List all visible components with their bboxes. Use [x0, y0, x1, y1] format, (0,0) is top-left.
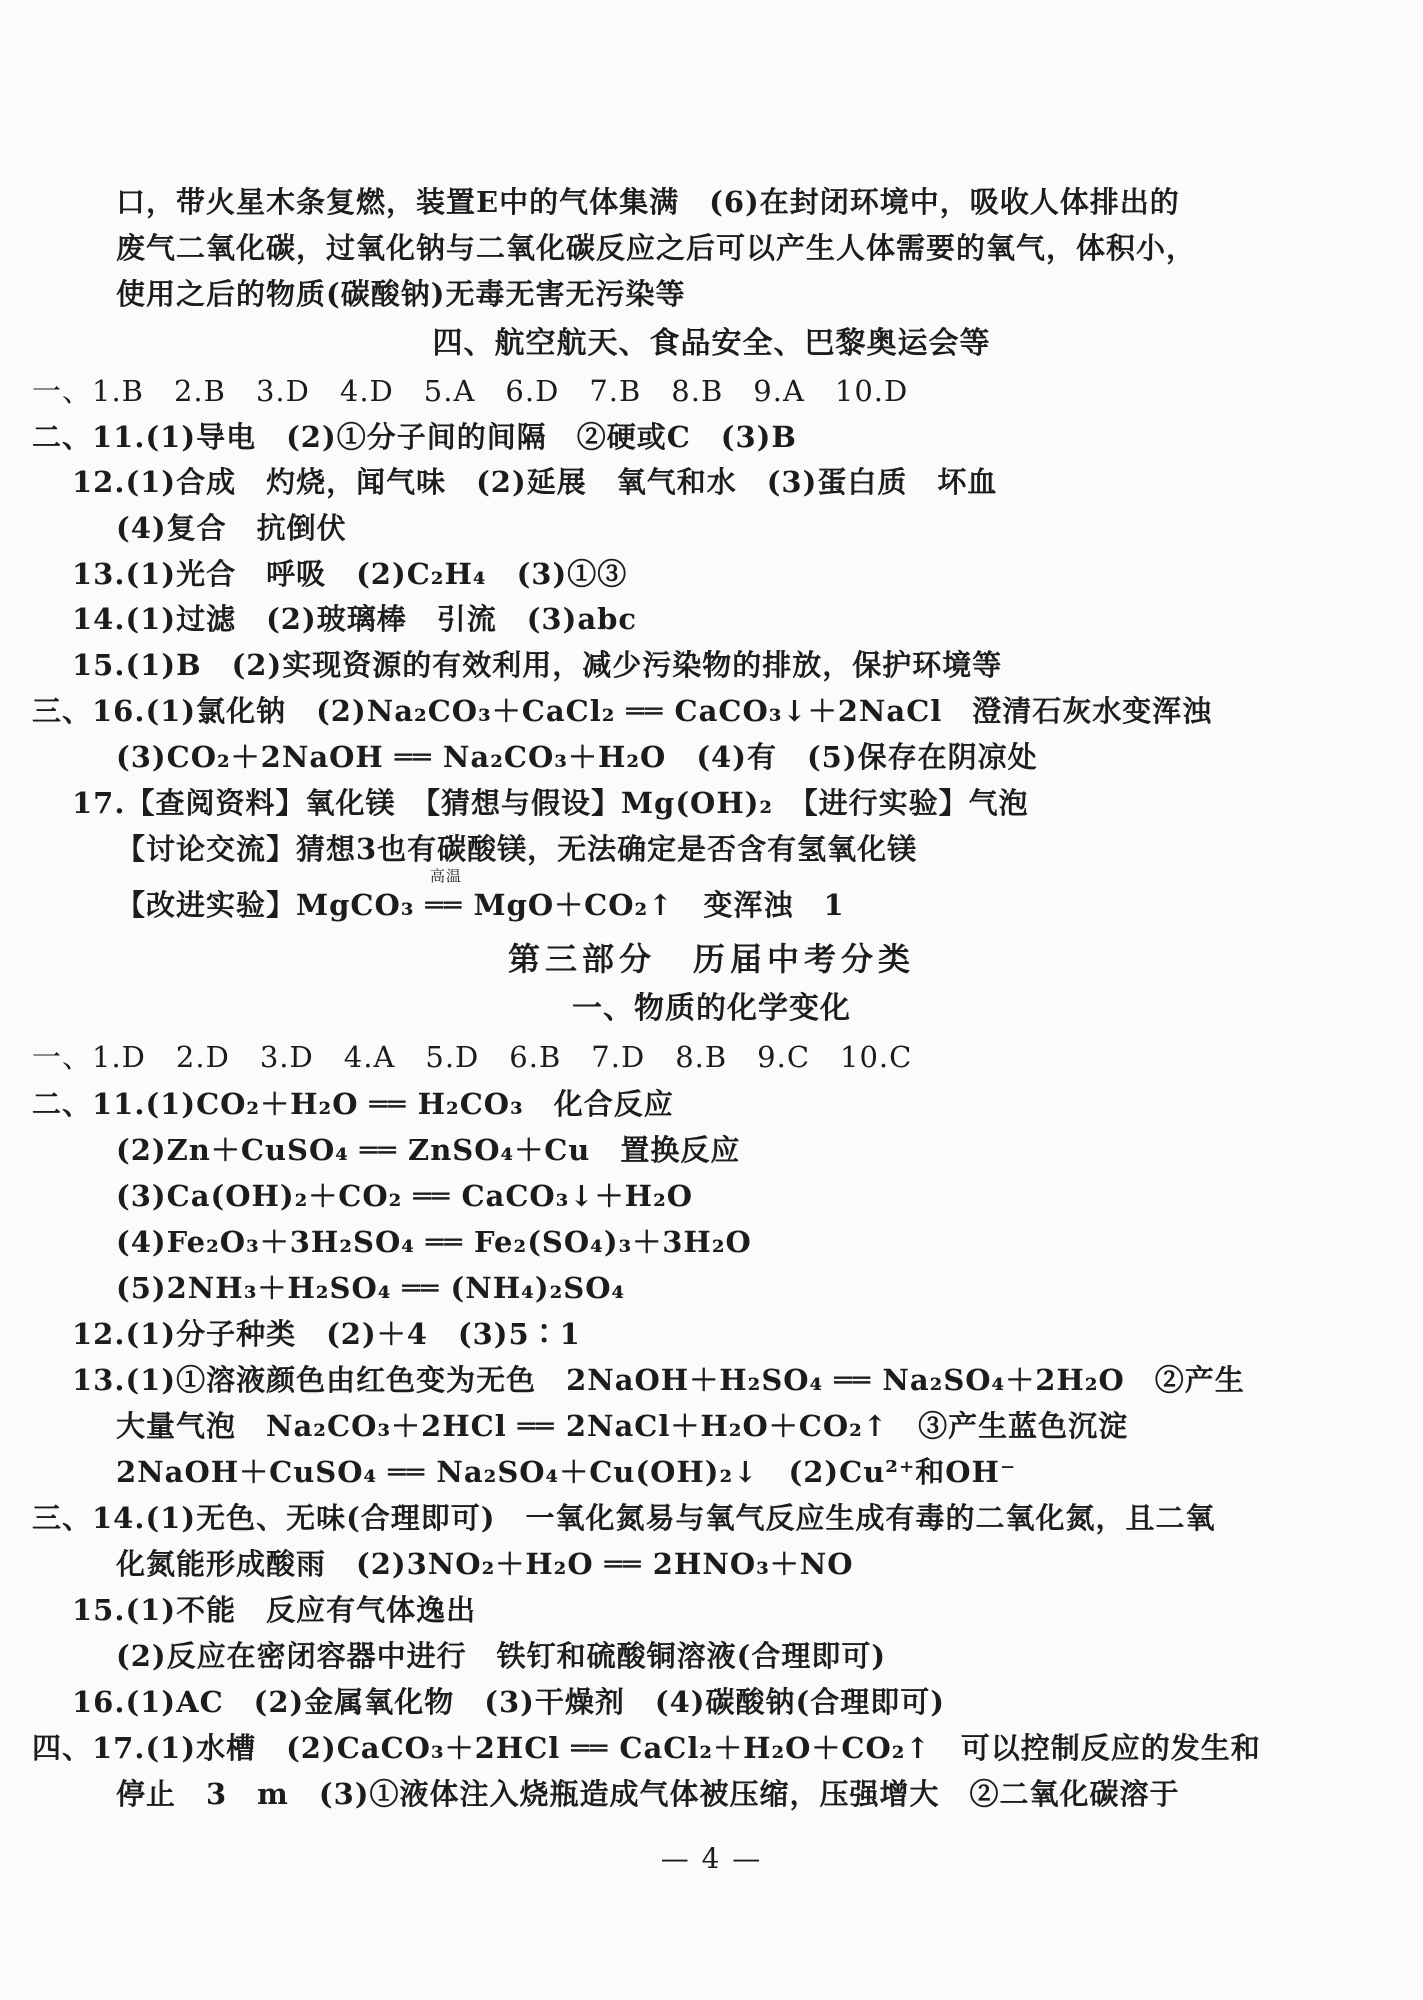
text-line: (4)Fe₂O₃＋3H₂SO₄ ══ Fe₂(SO₄)₃＋3H₂O [116, 1225, 752, 1259]
text-line: 15.(1)不能 反应有气体逸出 [72, 1593, 477, 1627]
text-line: 化氮能形成酸雨 (2)3NO₂＋H₂O ══ 2HNO₃＋NO [116, 1547, 854, 1581]
text-line: 12.(1)分子种类 (2)＋4 (3)5∶1 [72, 1317, 581, 1351]
text-line: (5)2NH₃＋H₂SO₄ ══ (NH₄)₂SO₄ [116, 1271, 626, 1305]
text-line: 停止 3 m (3)①液体注入烧瓶造成气体被压缩，压强增大 ②二氧化碳溶于 [116, 1777, 1180, 1811]
text-line: 16.(1)AC (2)金属氧化物 (3)干燥剂 (4)碳酸钠(合理即可) [72, 1685, 945, 1719]
text-line: 一、1.D 2.D 3.D 4.A 5.D 6.B 7.D 8.B 9.C 10.C [32, 1040, 913, 1074]
text-line: (2)Zn＋CuSO₄ ══ ZnSO₄＋Cu 置换反应 [116, 1133, 741, 1167]
text-line: 【改进实验】MgCO₃ ══ MgO＋CO₂↑ 变浑浊 1 [116, 888, 845, 922]
text-line: 13.(1)光合 呼吸 (2)C₂H₄ (3)①③ [72, 557, 628, 591]
text-line: 二、11.(1)CO₂＋H₂O ══ H₂CO₃ 化合反应 [32, 1087, 674, 1121]
text-line: 13.(1)①溶液颜色由红色变为无色 2NaOH＋H₂SO₄ ══ Na₂SO₄＋2H₂O ②产生 [72, 1363, 1245, 1397]
text-line-with-condition [116, 867, 845, 924]
text-line: 三、16.(1)氯化钠 (2)Na₂CO₃＋CaCl₂ ══ CaCO₃↓＋2NaCl 澄清石灰水变浑浊 [32, 694, 1213, 728]
page-number: — 4 — [660, 1842, 763, 1875]
text-line: 废气二氧化碳，过氧化钠与二氧化碳反应之后可以产生人体需要的氧气，体积小， [116, 231, 1197, 265]
text-line: (3)Ca(OH)₂＋CO₂ ══ CaCO₃↓＋H₂O [116, 1179, 694, 1213]
text-line: 17.【查阅资料】氧化镁 【猜想与假设】Mg(OH)₂ 【进行实验】气泡 [72, 786, 1029, 820]
text-line: 一、1.B 2.B 3.D 4.D 5.A 6.D 7.B 8.B 9.A 10.D [32, 374, 909, 408]
text-line: 二、11.(1)导电 (2)①分子间的间隔 ②硬或C (3)B [32, 420, 797, 454]
text-line: 口，带火星木条复燃，装置E中的气体集满 (6)在封闭环境中，吸收人体排出的 [116, 185, 1180, 219]
text-line: 三、14.(1)无色、无味(合理即可) 一氧化氮易与氧气反应生成有毒的二氧化氮，且二氧 [32, 1501, 1216, 1535]
text-line: (4)复合 抗倒伏 [116, 511, 347, 545]
text-line: 14.(1)过滤 (2)玻璃棒 引流 (3)abc [72, 602, 638, 636]
section-heading: 一、物质的化学变化 [572, 991, 851, 1026]
text-line: 四、17.(1)水槽 (2)CaCO₃＋2HCl ══ CaCl₂＋H₂O＋CO₂↑ 可以控制反应的发生和 [32, 1731, 1261, 1765]
part-title: 第三部分 历届中考分类 [507, 940, 915, 978]
text-line: 2NaOH＋CuSO₄ ══ Na₂SO₄＋Cu(OH)₂↓ (2)Cu²⁺和OH⁻ [116, 1455, 1017, 1489]
text-line: 12.(1)合成 灼烧，闻气味 (2)延展 氧气和水 (3)蛋白质 坏血 [72, 465, 998, 499]
text-line: (3)CO₂＋2NaOH ══ Na₂CO₃＋H₂O (4)有 (5)保存在阴凉处 [116, 740, 1038, 774]
text-line: 15.(1)B (2)实现资源的有效利用，减少污染物的排放，保护环境等 [72, 648, 1003, 682]
text-line: (2)反应在密闭容器中进行 铁钉和硫酸铜溶液(合理即可) [116, 1639, 887, 1673]
section-heading: 四、航空航天、食品安全、巴黎奥运会等 [432, 326, 991, 361]
text-line: 大量气泡 Na₂CO₃＋2HCl ══ 2NaCl＋H₂O＋CO₂↑ ③产生蓝色沉淀 [116, 1409, 1129, 1443]
text-line: 【讨论交流】猜想3也有碳酸镁，无法确定是否含有氢氧化镁 [116, 832, 918, 866]
text-line: 使用之后的物质(碳酸钠)无毒无害无污染等 [116, 277, 686, 311]
reaction-condition: 高温 [430, 867, 463, 885]
